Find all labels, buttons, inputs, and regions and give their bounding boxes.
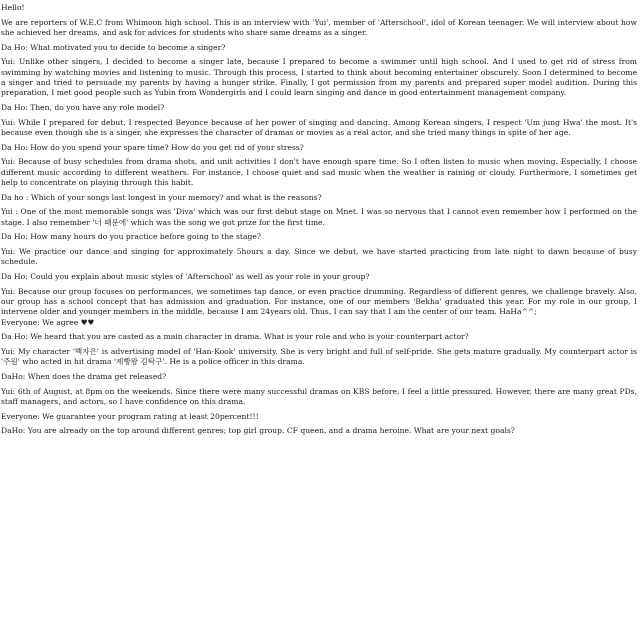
greeting: Hello! <box>1 3 25 12</box>
question-role-model: Da Ho: Then, do you have any role model? <box>1 102 165 112</box>
question-practice-hours: Da Ho: How many hours do you practice before going to the stage? <box>1 232 261 242</box>
everyone-guarantee: Everyone: We guarantee your program rating at least 20percent!!! <box>1 411 259 421</box>
question-next-goals: DaHo: You are already on the top around different genres; top girl group, CF queen, and a drama heroine. What are your next goals? <box>1 426 515 436</box>
answer-motivation: Yui: Unlike other singers, I decided to become a singer late, because I prepared to become a swimmer until high school. And I used to get rid of stress from swimming by watching movies and listening to music. Through this process, I started to think about becoming entertainer obscurely. Soon I determined to become a singer and tried to persuade my parents by having a hunger strike. Finally, I got permission from my parents and prepared super model audition. During this preparation, I met good people such as Yubin from Wondergirls and I could learn singing and dance in good entertainment management company. <box>1 57 637 98</box>
answer-practice-hours: Yui: We practice our dance and singing for approximately 5hours a day. Since we debut, we have started practicing from late night to dawn because of busy schedule. <box>1 246 637 267</box>
answer-drama-role: Yui: My character '백자은' is advertising model of 'Han-Kook' university. She is very bright and full of self-pride. She gets mature gradually. My counterpart actor is '주원' who acted in hit drama '제빵왕 김탁구'. He is a police officer in this drama. <box>1 346 637 367</box>
answer-music-styles: Yui: Because our group focuses on performances, we sometimes tap dance, or even practice drumming. Regardless of different genres, we challenge bravely. Also, our group has a school concept that has admission and graduation. For instance, one of our members 'Bekha' graduated this year. For my role in our group, I intervene older and younger members in the middle, because I am 24years old. Thus, I can say that I am the center of our team. HaHa^^; <box>1 286 637 317</box>
question-drama-release: DaHo: When does the drama get released? <box>1 371 167 381</box>
question-motivation: Da Ho: What motivated you to decide to become a singer? <box>1 42 226 52</box>
answer-spare-time: Yui: Because of busy schedules from drama shots, and unit activities I don't have enough spare time. So I often listen to music when moving. Especially, I choose different music according to different weathers. For instance, I choose quiet and sad music when the weather is raining or cloudy. Furthermore, I sometimes get help to concentrate on playing through this habit. <box>1 157 637 187</box>
answer-role-model: Yui: While I prepared for debut, I respected Beyonce because of her power of singing and dancing. Among Korean singers, I respect 'Um jung Hwa' the most. It's because even though she is a singer, she expresses the character of dramas or movies as a real actor, and she tried many things in spite of her age. <box>1 117 637 137</box>
answer-drama-release: Yui: 6th of August, at 8pm on the weekends. Since there were many successful dramas on KBS before, I feel a little pressured. However, there are many great PDs, staff managers, and actors, so I have confidence on this drama. <box>1 386 637 406</box>
question-memorable-songs: Da ho : Which of your songs last longest in your memory? and what is the reasons? <box>1 192 322 202</box>
answer-memorable-songs: Yui : One of the most memorable songs was 'Diva' which was our first debut stage on Mnet. I was so nervous that I cannot even remember how I performed on the stage. I also remember '너 때문에' which was the song we got prize for the first time. <box>1 207 637 227</box>
question-spare-time: Da Ho: How do you spend your spare time? How do you get rid of your stress? <box>1 142 304 152</box>
everyone-agree: Everyone: We agree ♥♥ <box>1 317 95 327</box>
question-music-styles: Da Ho: Could you explain about music styles of 'Afterschool' as well as your role in your group? <box>1 271 370 281</box>
question-drama-role: Da Ho: We heard that you are casted as a main character in drama. What is your role and who is your counterpart actor? <box>1 332 469 342</box>
introduction-paragraph: We are reporters of W.E.C from Whimoon high school. This is an interview with 'Yui', member of 'Afterschool', idol of Korean teenager. We will interview about how she achieved her dreams, and ask for advices for students who share same dreams as a singer. <box>1 17 637 37</box>
